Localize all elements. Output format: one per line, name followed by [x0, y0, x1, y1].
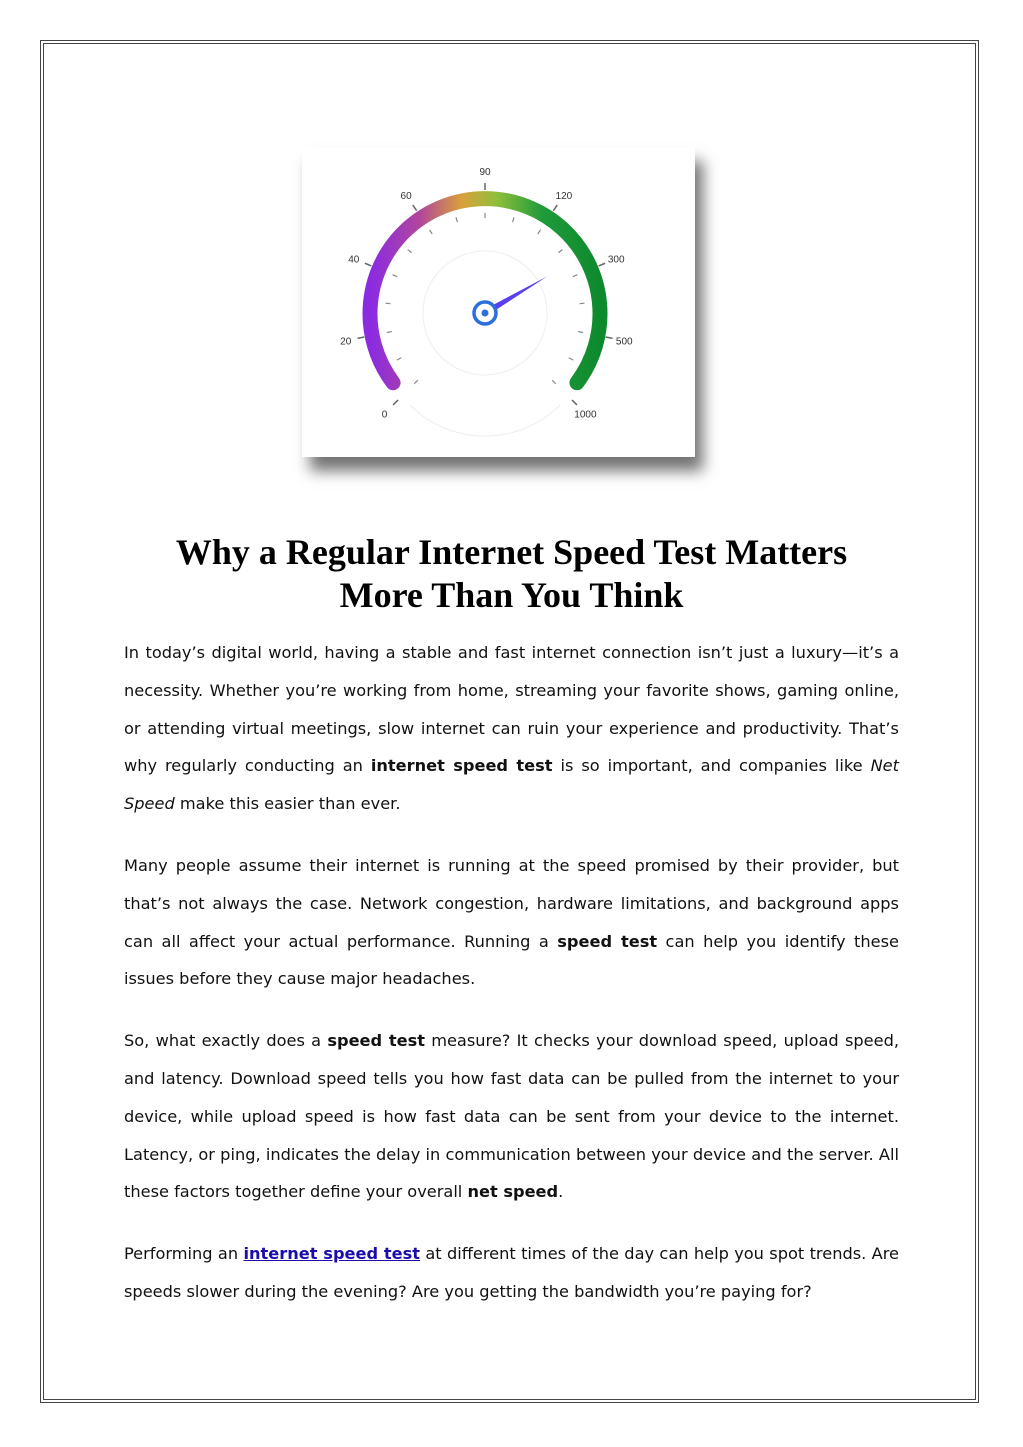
article-title	[100, 531, 923, 617]
bold-term: internet speed test	[370, 756, 553, 776]
minor-tick	[552, 380, 556, 384]
needle-pointer	[490, 276, 547, 311]
scale-tick	[553, 205, 557, 211]
scale-label: 20	[340, 336, 352, 348]
speedometer-image	[302, 147, 695, 457]
scale-tick	[365, 263, 371, 266]
scale-tick	[357, 337, 364, 338]
speed-test-link[interactable]: internet speed test	[243, 1244, 421, 1264]
minor-tick	[429, 230, 432, 234]
minor-tick	[397, 358, 401, 360]
scale-label: 90	[479, 167, 491, 178]
brand-name: Net Speed	[124, 756, 899, 814]
minor-tick	[569, 358, 573, 360]
paragraph-2: Many people assume their internet is running at the speed promised by their provider, but that’s not always the case. Network congestion, hardware limitations, and background apps can all affect your actual performance. Running a speed test can help you identify these issues before they cause major headaches.	[124, 855, 899, 989]
minor-tick	[558, 250, 562, 253]
bold-term: speed test	[327, 1031, 425, 1051]
paragraph-1: In today’s digital world, having a stable and fast internet connection isn’t just a luxury—it’s a necessity. Whether you’re working from home, streaming your favorite shows, gaming online, or attending virtual meetings, slow internet can ruin your experience and productivity. That’s why regularly conducting an internet speed test is so important, and companies like Net Speed make this easier than ever.	[124, 643, 899, 814]
scale-label: 0	[381, 409, 388, 421]
speedometer-gauge	[302, 147, 695, 457]
article-body	[124, 634, 899, 1335]
minor-tick	[408, 250, 412, 253]
scale-tick	[599, 263, 605, 266]
minor-tick	[513, 217, 514, 222]
lower-ring	[410, 405, 560, 436]
scale-label: 500	[615, 336, 633, 348]
minor-tick	[393, 275, 398, 277]
scale-label: 300	[607, 254, 625, 266]
scale-label: 60	[400, 190, 412, 202]
gauge-needle	[490, 276, 547, 311]
scale-tick	[606, 337, 613, 338]
scale-label: 120	[555, 190, 573, 202]
scale-label: 40	[348, 254, 360, 266]
scale-tick	[572, 400, 577, 405]
scale-label: 1000	[574, 409, 597, 421]
bold-term: speed test	[557, 931, 658, 951]
title-line-1: Why a Regular Internet Speed Test Matters	[175, 532, 848, 572]
minor-tick	[538, 230, 541, 234]
needle-hub-center	[482, 310, 489, 317]
arc-ticks	[385, 213, 584, 384]
scale-tick	[413, 205, 417, 211]
scale-tick	[393, 400, 398, 405]
minor-tick	[578, 332, 583, 333]
speed-arc	[370, 199, 600, 383]
minor-tick	[573, 275, 578, 277]
bold-term: net speed	[467, 1182, 559, 1202]
minor-tick	[456, 217, 457, 222]
paragraph-3: So, what exactly does a speed test measure? It checks your download speed, upload speed, and latency. Download speed tells you how fast data can be pulled from the internet to your device, while upload speed is how fast data can be sent from your device to the internet. Latency, or ping, indicates the delay in communication between your device and the server. All these factors together define your overall net speed.	[124, 1031, 900, 1202]
minor-tick	[414, 380, 418, 384]
paragraph-4: Performing an internet speed test at different times of the day can help you spot trends. Are speeds slower during the evening? Are you getting the bandwidth you’re paying for?	[124, 1244, 899, 1301]
title-line-2: More Than You Think	[339, 575, 684, 615]
minor-tick	[387, 332, 392, 333]
